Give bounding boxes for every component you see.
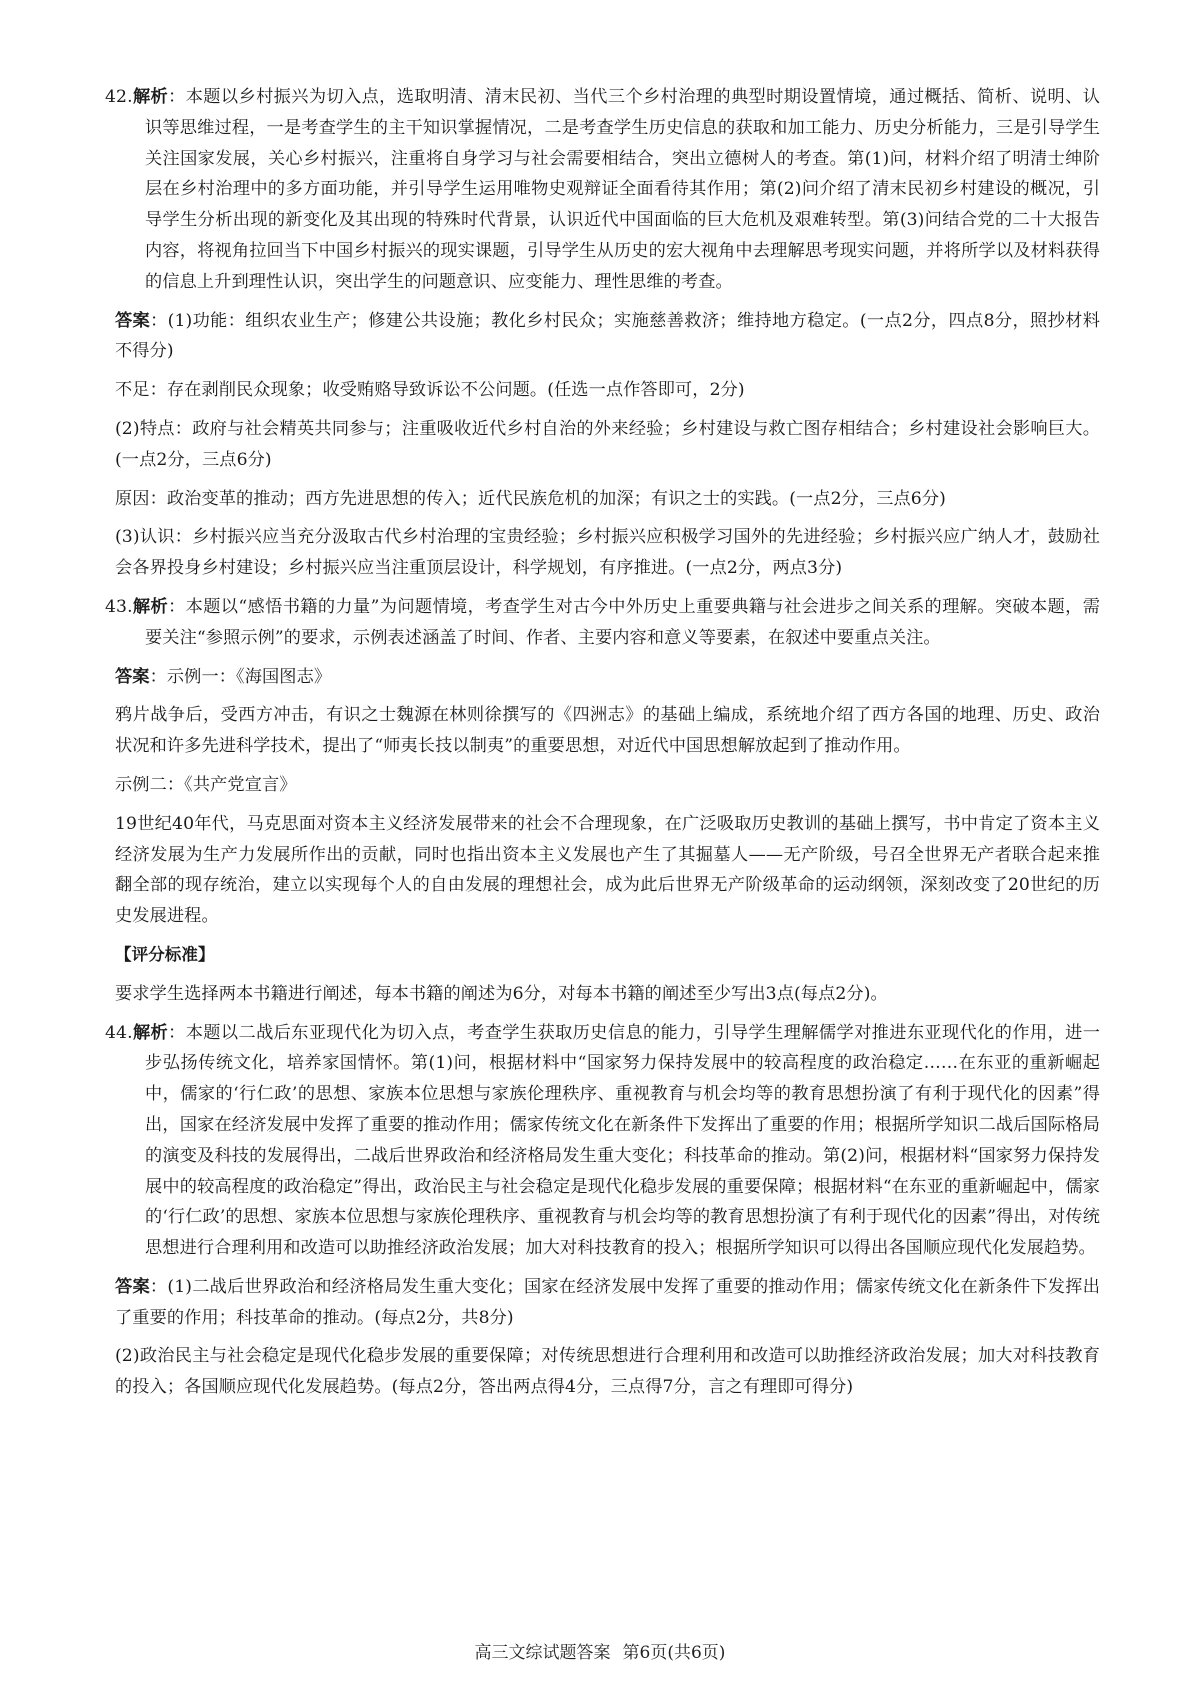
q44-answer-2: (2)政治民主与社会稳定是现代化稳步发展的重要保障；对传统思想进行合理利用和改造可以助推经济政治发展；加大对科技教育的投入；各国顺应现代化发展趋势。(每点2分，答出两点得4分，三点得7分，言之有理即可得分) <box>115 1346 1100 1398</box>
q42-answer-2b: 原因：政治变革的推动；西方先进思想的传入；近代民族危机的加深；有识之士的实践。(一点2分，三点6分) <box>115 488 946 509</box>
q43-example2-text: 19世纪40年代，马克思面对资本主义经济发展带来的社会不合理现象，在广泛吸取历史教训的基础上撰写，书中肯定了资本主义经济发展为生产力发展所作出的贡献，同时也指出资本主义发展也产生了其掘墓人——无产阶级，号召全世界无产者联合起来推翻全部的现存统治，建立以实现每个人的自由发展的理想社会，成为此后世界无产阶级革命的运动纲领，深刻改变了20世纪的历史发展进程。 <box>115 813 1100 927</box>
q43-example1-text: 鸦片战争后，受西方冲击，有识之士魏源在林则徐撰写的《四洲志》的基础上编成，系统地介绍了西方各国的地理、历史、政治状况和许多先进科学技术，提出了“师夷长技以制夷”的重要思想，对近代中国思想解放起到了推动作用。 <box>115 705 1100 757</box>
q42-answer-label: 答案 <box>115 310 151 331</box>
q42-analysis-text: ：本题以乡村振兴为切入点，选取明清、清末民初、当代三个乡村治理的典型时期设置情境，通过概括、简析、说明、认识等思维过程，一是考查学生的主干知识掌握情况，二是考查学生历史信息的获取和加工能力、历史分析能力，三是引导学生关注国家发展，关心乡村振兴，注重将自身学习与社会需要相结合，突出立德树人的考查。第(1)问，材料介绍了明清士绅阶层在乡村治理中的多方面功能，并引导学生运用唯物史观辩证全面看待其作用；第(2)问介绍了清末民初乡村建设的概况，引导学生分析出现的新变化及其出现的特殊时代背景，认识近代中国面临的巨大危机及艰难转型。第(3)问结合党的二十大报告内容，将视角拉回当下中国乡村振兴的现实课题，引导学生从历史的宏大视角中去理解思考现实问题，并将所学以及材料获得的信息上升到理性认识，突出学生的问题意识、应变能力、理性思维的考查。 <box>145 87 1100 292</box>
q44-answer-1-text: ：(1)二战后世界政治和经济格局发生重大变化；国家在经济发展中发挥了重要的推动作用；儒家传统文化在新条件下发挥出了重要的作用；科技革命的推动。(每点2分，共8分) <box>115 1276 1100 1328</box>
q43-example2-title: 示例二：《共产党宣言》 <box>115 774 297 795</box>
q43-number: 43. <box>105 596 133 617</box>
q42-answer-1 <box>115 306 1100 368</box>
q42-analysis <box>105 82 1100 298</box>
q42-number: 42. <box>105 87 133 107</box>
q42-analysis-label: 解析 <box>132 87 169 107</box>
q42-answer-1-text: ：(1)功能：组织农业生产；修建公共设施；教化乡村民众；实施慈善救济；维持地方稳定。(一点2分，四点8分，照抄材料不得分) <box>115 310 1100 362</box>
q43-criteria-header-text: 【评分标准】 <box>115 944 215 964</box>
page-content <box>105 82 1100 1411</box>
q43-analysis-label: 解析 <box>132 596 169 617</box>
q44-analysis-label: 解析 <box>132 1022 169 1043</box>
q44-analysis <box>105 1018 1100 1264</box>
footer-title: 高三文综试题答案 <box>474 1643 611 1663</box>
q44-analysis-text: ：本题以二战后东亚现代化为切入点，考查学生获取历史信息的能力，引导学生理解儒学对推进东亚现代化的作用，进一步弘扬传统文化，培养家国情怀。第(1)问，根据材料中“国家努力保持发展中的较高程度的政治稳定……在东亚的重新崛起中，儒家的‘行仁政’的思想、家族本位思想与家族伦理秩序、重视教育与机会均等的教育思想扮演了有利于现代化的因素”得出，国家在经济发展中发挥了重要的推动作用；儒家传统文化在新条件下发挥出了重要的作用；根据所学知识二战后国际格局的演变及科技的发展得出，二战后世界政治和经济格局发生重大变化；科技革命的推动。第(2)问，根据材料“国家努力保持发展中的较高程度的政治稳定”得出，政治民主与社会稳定是现代化稳步发展的重要保障；根据材料“在东亚的重新崛起中，儒家的‘行仁政’的思想、家族本位思想与家族伦理秩序、重视教育与机会均等的教育思想扮演了有利于现代化的因素”得出，对传统思想进行合理利用和改造可以助推经济政治发展；加大对科技教育的投入；根据所学知识可以得出各国顺应现代化发展趋势。 <box>145 1022 1100 1259</box>
q43-example1-title <box>115 662 1100 693</box>
q43-criteria-text: 要求学生选择两本书籍进行阐述，每本书籍的阐述为6分，对每本书籍的阐述至少写出3点(每点2分)。 <box>115 983 888 1004</box>
q42-answer-1b: 不足：存在剥削民众现象；收受贿赂导致诉讼不公问题。(任选一点作答即可，2分) <box>115 380 745 401</box>
q43-analysis <box>105 592 1100 654</box>
q43-criteria-header <box>115 940 1100 971</box>
q43-answer-label: 答案 <box>115 666 150 687</box>
q42-answer-3: (3)认识：乡村振兴应当充分汲取古代乡村治理的宝贵经验；乡村振兴应积极学习国外的先进经验；乡村振兴应广纳人才，鼓励社会各界投身乡村建设；乡村振兴应当注重顶层设计，科学规划，有序推进。(一点2分，两点3分) <box>115 527 1100 579</box>
page-footer <box>0 1638 1200 1663</box>
q44-number: 44. <box>105 1022 133 1043</box>
q43-analysis-text: ：本题以“感悟书籍的力量”为问题情境，考查学生对古今中外历史上重要典籍与社会进步之间关系的理解。突破本题，需要关注“参照示例”的要求，示例表述涵盖了时间、作者、主要内容和意义等要素，在叙述中要重点关注。 <box>145 596 1100 648</box>
q42-answer-2: (2)特点：政府与社会精英共同参与；注重吸收近代乡村自治的外来经验；乡村建设与救亡图存相结合；乡村建设社会影响巨大。(一点2分，三点6分) <box>115 418 1100 470</box>
footer-page-number: 第6页(共6页) <box>622 1643 726 1663</box>
q44-answer-label: 答案 <box>115 1276 150 1297</box>
q44-answer-1 <box>115 1272 1100 1334</box>
q43-example1-title-text: ：示例一：《海国图志》 <box>149 666 332 687</box>
